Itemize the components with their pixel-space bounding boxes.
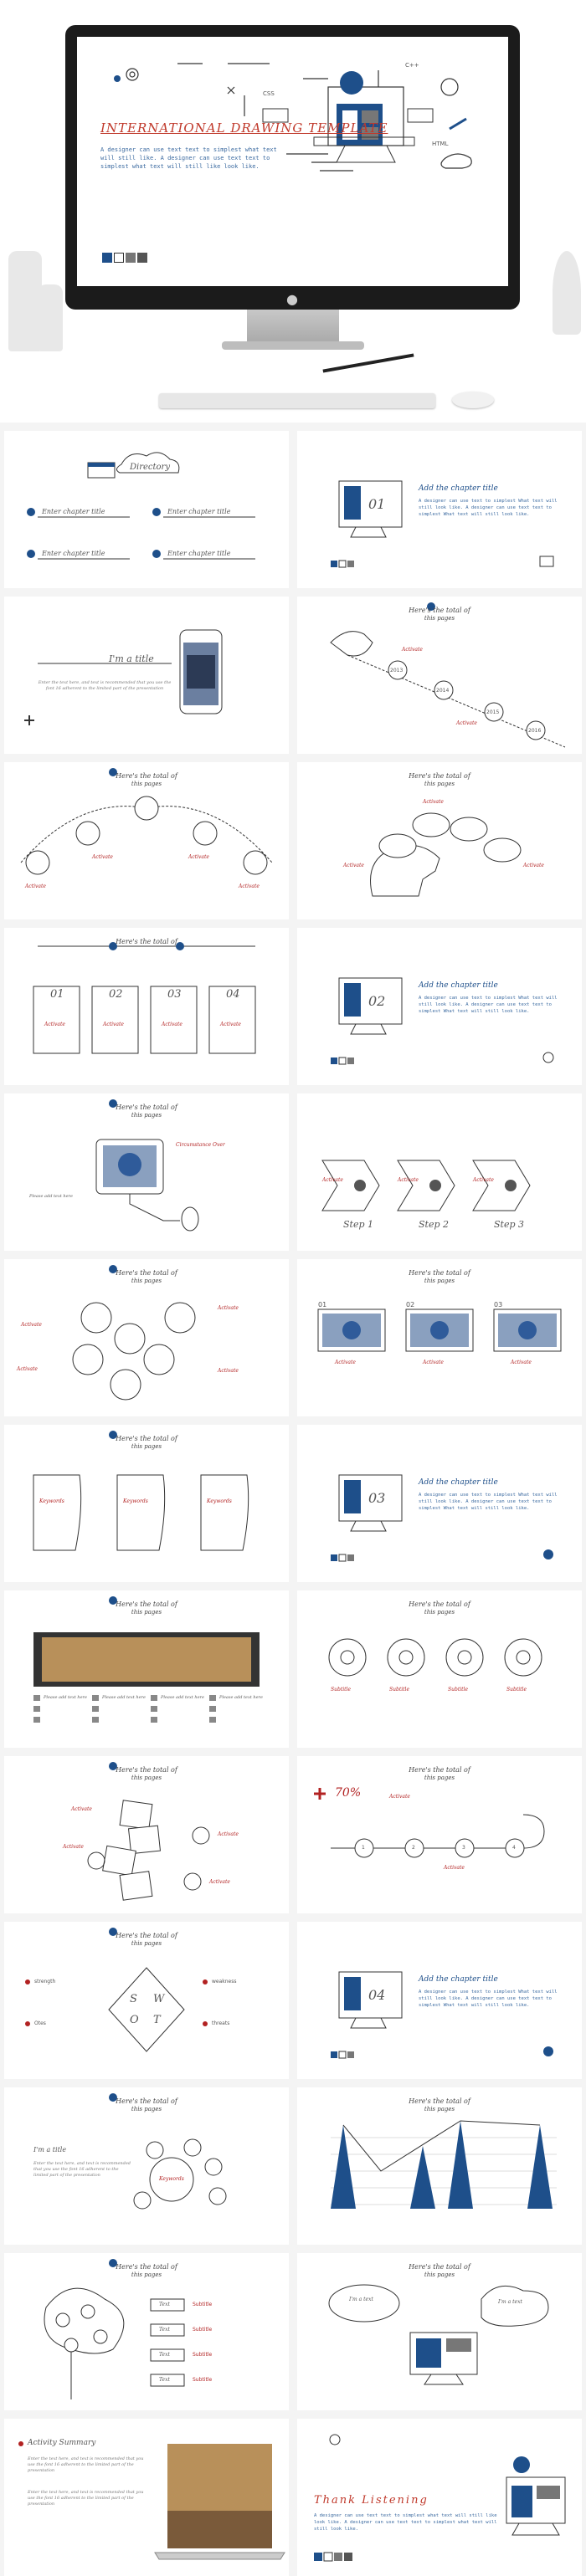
subtitle-label: Subtitle bbox=[193, 2352, 213, 2358]
step-label: Step 2 bbox=[419, 1219, 450, 1230]
activity-label: Activate bbox=[389, 1794, 410, 1800]
image-caption: Please add text here bbox=[102, 1695, 146, 1700]
subtitle-label: Subtitle bbox=[506, 1687, 527, 1693]
tab-number: 01 bbox=[318, 1301, 327, 1308]
year-label: 2013 bbox=[390, 668, 404, 673]
tag-left: Text bbox=[159, 2352, 170, 2358]
chapter-body: A designer can use text to simplest What text will still look like. A designer can use text text to simplest What text will still look like. bbox=[419, 1493, 558, 1511]
tag-left: Text bbox=[159, 2377, 170, 2383]
step-number: 3 bbox=[462, 1845, 465, 1851]
activity-label: Activate bbox=[71, 1806, 92, 1812]
html-label: HTML bbox=[432, 141, 449, 147]
step-number: 2 bbox=[412, 1845, 415, 1851]
tag-left: Text bbox=[159, 2302, 170, 2307]
slide-header-sub: this pages bbox=[424, 615, 455, 622]
ending-title: Thank Listening bbox=[314, 2494, 429, 2507]
percent-value: 70% bbox=[335, 1786, 362, 1800]
activity-label: Activate bbox=[343, 863, 364, 868]
chapter-item[interactable]: Enter chapter title bbox=[42, 508, 105, 515]
activity-label: Activate bbox=[25, 883, 46, 889]
slide-header-sub: this pages bbox=[424, 2106, 455, 2113]
slide-header: Here's the total of bbox=[116, 1932, 177, 1939]
slide-banner-photo bbox=[4, 1590, 289, 1748]
image-caption: Please add text here bbox=[161, 1695, 204, 1700]
chapter-number: 04 bbox=[368, 1987, 386, 2003]
year-label: 2014 bbox=[436, 688, 450, 694]
subtitle-label: Subtitle bbox=[331, 1687, 352, 1693]
activity-label: Activate bbox=[473, 1177, 494, 1183]
slide-header: Here's the total of bbox=[116, 1104, 177, 1111]
slide-header-sub: this pages bbox=[424, 1775, 455, 1781]
image-caption: Please add text here bbox=[219, 1695, 263, 1700]
chapter-title: Add the chapter title bbox=[419, 484, 498, 493]
slide-header-sub: this pages bbox=[131, 2271, 162, 2278]
vase bbox=[38, 284, 63, 351]
chapter-item[interactable]: Enter chapter title bbox=[167, 550, 231, 557]
activity-label: Activate bbox=[456, 720, 477, 726]
slide-chapter-03 bbox=[297, 1425, 582, 1582]
hero-title: INTERNATIONAL DRAWING TEMPLATE bbox=[100, 120, 388, 136]
swatch-dark bbox=[137, 253, 147, 263]
bubble-text: I'm a text bbox=[349, 2297, 373, 2302]
slide-header-sub: this pages bbox=[131, 781, 162, 787]
swot-letter: T bbox=[153, 2014, 161, 2026]
subtitle-label: Subtitle bbox=[193, 2327, 213, 2333]
bubble-text: I'm a text bbox=[498, 2299, 522, 2305]
slide-header: Here's the total of bbox=[409, 772, 470, 780]
activity-label: Activate bbox=[218, 1368, 239, 1374]
apple-icon: ● bbox=[286, 291, 298, 307]
slide-header-sub: this pages bbox=[424, 1609, 455, 1616]
slide-header: Here's the total of bbox=[116, 2263, 177, 2271]
slide-header: Here's the total of bbox=[116, 1766, 177, 1774]
subtitle-label: Subtitle bbox=[389, 1687, 410, 1693]
activity-label: Activate bbox=[218, 1831, 239, 1837]
activity-label: Activate bbox=[511, 1360, 532, 1365]
activity-label: Activate bbox=[44, 1022, 65, 1027]
slide-header: Here's the total of bbox=[116, 1435, 177, 1442]
slide-title-icons bbox=[4, 2087, 289, 2245]
keyword-label: Keywords bbox=[39, 1498, 64, 1504]
vase bbox=[8, 251, 42, 351]
slide-thanks bbox=[297, 2419, 582, 2576]
slide-summary bbox=[4, 2419, 289, 2576]
mouse bbox=[452, 392, 494, 408]
slide-directory bbox=[4, 431, 289, 588]
chapter-number: 01 bbox=[368, 496, 386, 512]
swatch-gray bbox=[126, 253, 136, 263]
keyboard bbox=[159, 393, 435, 408]
slide-three-photos bbox=[297, 1259, 582, 1416]
slide-process-icons bbox=[4, 762, 289, 919]
slide-header: Here's the total of bbox=[116, 938, 177, 945]
tab-number: 02 bbox=[406, 1301, 415, 1308]
monitor bbox=[65, 25, 520, 310]
slide-header: Here's the total of bbox=[409, 2263, 470, 2271]
step-label: Step 3 bbox=[494, 1219, 525, 1230]
step-number: 4 bbox=[512, 1845, 516, 1851]
slide-keywords bbox=[4, 1425, 289, 1582]
ending-body: A designer can use text text to simplest what text will still like look like. A designer can use text text to simplest what text will still look like. bbox=[314, 2513, 497, 2532]
activity-label: Activate bbox=[92, 854, 113, 860]
slide-header: Here's the total of bbox=[116, 1269, 177, 1277]
step-number: 1 bbox=[362, 1845, 365, 1851]
year-label: 2016 bbox=[528, 728, 542, 734]
slide-header: Here's the total of bbox=[409, 1269, 470, 1277]
pen bbox=[322, 353, 414, 372]
slide-header-sub: this pages bbox=[131, 1609, 162, 1616]
slide-header-sub: this pages bbox=[131, 1278, 162, 1284]
slide-header: Here's the total of bbox=[116, 772, 177, 780]
teapot bbox=[553, 251, 581, 335]
slide-chapter-01 bbox=[297, 431, 582, 588]
slide-cone-chart bbox=[297, 2087, 582, 2245]
tab-number: 03 bbox=[494, 1301, 503, 1308]
slide-chapter-04 bbox=[297, 1922, 582, 2079]
title-body: Enter the text here, and text is recommended that you use the font 16 adherent to the limited part of the presentation bbox=[33, 2161, 131, 2178]
slide-header-sub: this pages bbox=[131, 1443, 162, 1450]
activity-label: Activate bbox=[188, 854, 209, 860]
swatch-blue bbox=[102, 253, 112, 263]
slide-header: Here's the total of bbox=[409, 2097, 470, 2105]
summary-title: Activity Summary bbox=[28, 2439, 96, 2447]
swot-label: Otes bbox=[34, 2020, 46, 2026]
keyword-label: Keywords bbox=[159, 2176, 184, 2182]
slide-header-sub: this pages bbox=[131, 1940, 162, 1947]
keyword-label: Keywords bbox=[207, 1498, 232, 1504]
chapter-title: Add the chapter title bbox=[419, 981, 498, 990]
slide-header: Here's the total of bbox=[409, 1766, 470, 1774]
title-body: Enter the text here, and text is recommended that you use the font 16 adherent to the limited part of the presentation bbox=[38, 680, 172, 691]
monitor-screen bbox=[77, 37, 508, 286]
summary-body: Enter the text here, and text is recommended that you use the font 16 adherent to the limited part of the presentation bbox=[28, 2490, 144, 2507]
card-number: 03 bbox=[167, 988, 182, 1001]
subtitle-label: Subtitle bbox=[193, 2302, 213, 2307]
activity-label: Activate bbox=[218, 1305, 239, 1311]
hero-body: A designer can use text text to simplest what text will still like. A designer can use text text to simplest what text will still like look like. bbox=[100, 146, 277, 170]
activity-label: Activate bbox=[103, 1022, 124, 1027]
slide-header: Here's the total of bbox=[409, 607, 470, 614]
swot-label: strength bbox=[34, 1979, 56, 1984]
slide-speech-monitor bbox=[297, 2253, 582, 2410]
chapter-title: Add the chapter title bbox=[419, 1478, 498, 1487]
slide-header-sub: this pages bbox=[131, 2106, 162, 2113]
swatch-white bbox=[114, 253, 124, 263]
year-label: 2015 bbox=[486, 709, 500, 715]
slide-steps bbox=[297, 1093, 582, 1251]
subtitle-label: Subtitle bbox=[448, 1687, 469, 1693]
activity-label: Activate bbox=[21, 1322, 42, 1328]
step-label: Step 1 bbox=[343, 1219, 374, 1230]
hero-mockup bbox=[0, 0, 586, 423]
activity-label: Activate bbox=[335, 1360, 356, 1365]
activity-label: Activate bbox=[322, 1177, 343, 1183]
slide-percent-steps bbox=[297, 1756, 582, 1913]
slide-header: Here's the total of bbox=[116, 1600, 177, 1608]
card-number: 04 bbox=[226, 988, 240, 1001]
chapter-body: A designer can use text to simplest What text will still look like. A designer can use text text to simplest What text will still look like. bbox=[419, 996, 558, 1014]
slide-header-sub: this pages bbox=[424, 1278, 455, 1284]
activity-label: Activate bbox=[423, 799, 444, 805]
slide-stacked-cards bbox=[4, 1756, 289, 1913]
chapter-body: A designer can use text to simplest What text will still look like. A designer can use text text to simplest What text will still look like. bbox=[419, 499, 558, 517]
swot-letter: S bbox=[130, 1993, 137, 2005]
monitor-stand bbox=[247, 310, 339, 343]
swot-letter: W bbox=[153, 1993, 165, 2005]
swot-label: weakness bbox=[212, 1979, 237, 1984]
slide-gears bbox=[4, 1259, 289, 1416]
activity-label: Activate bbox=[423, 1360, 444, 1365]
slide-timeline-rocket bbox=[297, 597, 582, 754]
slide-header: Here's the total of bbox=[116, 2097, 177, 2105]
activity-label: Activate bbox=[17, 1366, 38, 1372]
slide-chapter-02 bbox=[297, 928, 582, 1085]
activity-label: Activate bbox=[444, 1865, 465, 1871]
activity-label: Activate bbox=[402, 647, 423, 653]
slide-four-cards bbox=[4, 928, 289, 1085]
slide-monitor-photo bbox=[4, 1093, 289, 1251]
summary-body: Enter the text here, and text is recommended that you use the font 16 adherent to the limited part of the presentation bbox=[28, 2456, 144, 2473]
title-text: I'm a title bbox=[33, 2146, 67, 2153]
slide-swot bbox=[4, 1922, 289, 2079]
swot-letter: O bbox=[130, 2014, 139, 2026]
activity-label: Activate bbox=[162, 1022, 182, 1027]
activity-label: Activate bbox=[63, 1844, 84, 1850]
activity-label: Activate bbox=[209, 1879, 230, 1885]
highlight-label: Circumstance Over bbox=[176, 1142, 225, 1148]
activity-label: Activate bbox=[239, 883, 260, 889]
slide-bubbles-head bbox=[297, 762, 582, 919]
image-caption: Please add text here bbox=[29, 1194, 73, 1199]
monitor-stand-base bbox=[222, 341, 364, 350]
card-number: 01 bbox=[50, 988, 64, 1001]
slide-header-sub: this pages bbox=[424, 781, 455, 787]
image-caption: Please add text here bbox=[44, 1695, 87, 1700]
cpp-label: C++ bbox=[405, 62, 419, 69]
chapter-item[interactable]: Enter chapter title bbox=[167, 508, 231, 515]
title-text: I'm a title bbox=[109, 653, 154, 664]
slide-four-gears bbox=[297, 1590, 582, 1748]
slide-tree bbox=[4, 2253, 289, 2410]
slide-header-sub: this pages bbox=[424, 2271, 455, 2278]
chapter-title: Add the chapter title bbox=[419, 1975, 498, 1984]
activity-label: Activate bbox=[398, 1177, 419, 1183]
slide-header-sub: this pages bbox=[131, 1775, 162, 1781]
directory-tag: Directory bbox=[130, 463, 170, 472]
subtitle-label: Subtitle bbox=[193, 2377, 213, 2383]
chapter-body: A designer can use text to simplest What text will still look like. A designer can use text text to simplest What text will still look like. bbox=[419, 1990, 558, 2008]
tag-left: Text bbox=[159, 2327, 170, 2333]
chapter-item[interactable]: Enter chapter title bbox=[42, 550, 105, 557]
keyword-label: Keywords bbox=[123, 1498, 148, 1504]
activity-label: Activate bbox=[220, 1022, 241, 1027]
slide-phone bbox=[4, 597, 289, 754]
slide-header-sub: this pages bbox=[131, 1112, 162, 1119]
swot-label: threats bbox=[212, 2020, 230, 2026]
activity-label: Activate bbox=[523, 863, 544, 868]
slide-header: Here's the total of bbox=[409, 1600, 470, 1608]
css-label: CSS bbox=[263, 90, 275, 97]
chapter-number: 02 bbox=[368, 993, 386, 1009]
card-number: 02 bbox=[109, 988, 123, 1001]
chapter-number: 03 bbox=[368, 1490, 386, 1506]
